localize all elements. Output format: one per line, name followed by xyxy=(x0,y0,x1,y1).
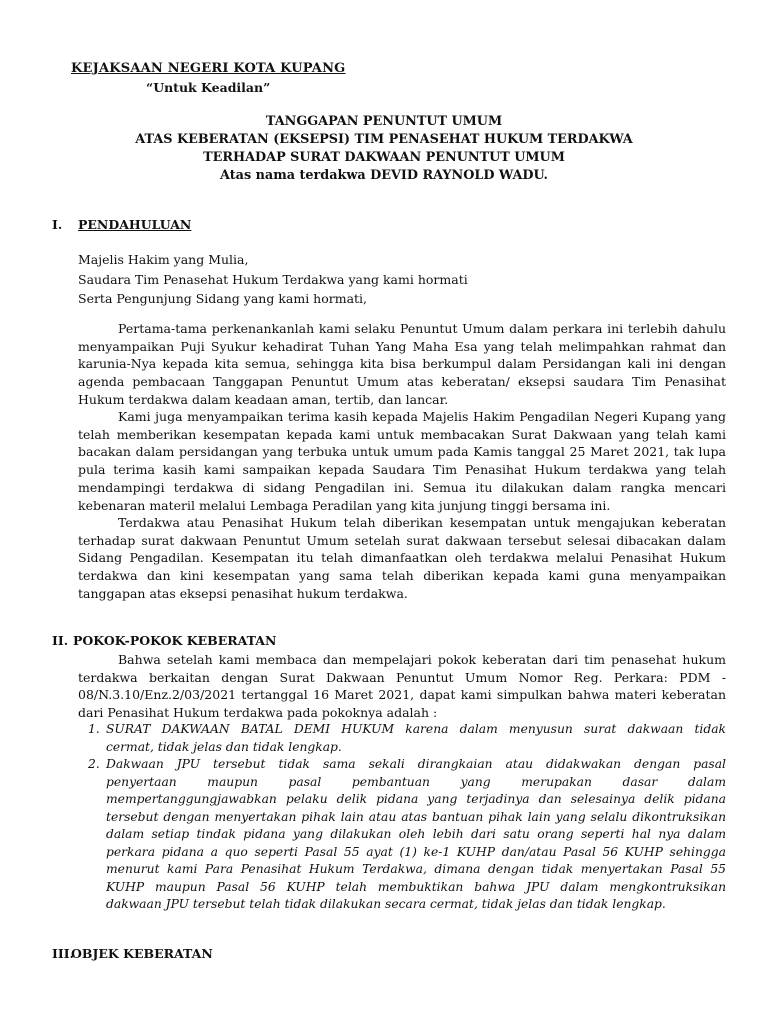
paragraph-opportunity xyxy=(78,514,726,603)
salutation xyxy=(78,250,468,309)
section-title: POKOK-POKOK KEBERATAN xyxy=(73,633,277,648)
text-line: 08/N.3.10/Enz.2/03/2021 tertanggal 16 Maret 2021, dapat kami simpulkan bahwa materi keberatan xyxy=(78,687,726,703)
text-line: terdakwa dan kini kesempatan yang sama telah diberikan kepada kami guna menyampaikan xyxy=(78,568,726,584)
text-line: mendampingi terdakwa di sidang Pengadilan ini. Semua itu dilakukan dalam rangka mencari xyxy=(78,479,726,495)
title-line: TERHADAP SURAT DAKWAAN PENUNTUT UMUM xyxy=(203,150,565,165)
objection-list xyxy=(82,721,726,914)
paragraph-thanks xyxy=(78,408,726,514)
list-item xyxy=(82,721,726,756)
text-line: pula terima kasih kami sampaikan kepada Saudara Tim Penasihat Hukum terdakwa yang telah xyxy=(78,462,726,478)
section-number: II. xyxy=(52,633,69,648)
text-line: terhadap surat dakwaan Penuntut Umum setelah surat dakwaan tersebut selesai dibacakan dalam xyxy=(78,532,726,548)
salutation-line: Saudara Tim Penasehat Hukum Terdakwa yang kami hormati xyxy=(78,271,468,287)
text-line: menyampaikan Puji Syukur kehadirat Tuhan Yang Maha Esa yang telah melimpahkan rahmat dan xyxy=(78,338,726,354)
text-line: agenda pembacaan Tanggapan Penuntut Umum atas keberatan/ eksepsi saudara Tim Penasihat xyxy=(78,374,726,390)
text-line: Hukum terdakwa dalam keadaan aman, tertib, dan lancar. xyxy=(78,391,449,407)
salutation-line: Majelis Hakim yang Mulia, xyxy=(78,252,249,267)
text-line: dalam setiap tindak pidana yang dilakukan oleh lebih dari satu orang seperti hal nya dalam xyxy=(106,827,726,841)
text-line: kebenaran materil melalui Lembaga Peradilan yang kita junjung tinggi bersama ini. xyxy=(78,497,611,513)
list-item xyxy=(82,756,726,914)
text-line: tersebut dengan menyertakan pihak lain atau atas bantuan pihak lain yang selalu dikontruksikan xyxy=(106,809,726,824)
list-number: 2. xyxy=(88,757,100,771)
text-line: Terdakwa atau Penasihat Hukum telah diberikan kesempatan untuk mengajukan keberatan xyxy=(118,515,726,530)
text-line: Bahwa setelah kami membaca dan mempelajari pokok keberatan dari tim penasehat hukum xyxy=(118,652,726,667)
text-line: tanggapan atas eksepsi penasihat hukum terdakwa. xyxy=(78,585,408,601)
section-heading-objek-keberatan xyxy=(52,946,213,961)
text-line: Pertama-tama perkenankanlah kami selaku Penuntut Umum dalam perkara ini terlebih dahulu xyxy=(118,321,726,336)
text-line: dari Penasihat Hukum terdakwa pada pokoknya adalah : xyxy=(78,705,438,721)
text-line: Sidang Pengadilan. Kesempatan itu telah dimanfaatkan oleh terdakwa melalui Penasihat Hukum xyxy=(78,550,726,566)
text-line: dakwaan JPU tersebut telah tidak dilakukan secara cermat, tidak jelas dan tidak lengkap. xyxy=(106,897,666,911)
paragraph-summary xyxy=(78,651,726,722)
text-line: menurut kami Para Penasihat Hukum Terdakwa, dimana dengan tidak menyertakan Pasal 55 xyxy=(106,862,726,876)
title-line: TANGGAPAN PENUNTUT UMUM xyxy=(265,114,503,129)
section-number: I. xyxy=(52,217,63,232)
section-title: OBJEK KEBERATAN xyxy=(71,946,213,961)
text-line: telah memberikan kesempatan kepada kami untuk membacakan Surat Dakwaan yang telah kami xyxy=(78,426,726,442)
section-title: PENDAHULUAN xyxy=(78,217,192,232)
section-heading-pendahuluan xyxy=(52,217,191,232)
text-line: mempertanggungjawabkan pelaku delik pidana yang terjadinya dan selesainya delik pidana xyxy=(106,792,726,806)
motto: “Untuk Keadilan” xyxy=(146,80,271,95)
text-line: karunia-Nya kepada kita semua, sehingga kita bisa berkumpul dalam Persidangan kali ini dengan xyxy=(78,356,726,372)
text-line: SURAT DAKWAAN BATAL DEMI HUKUM karena dalam menyusun surat dakwaan tidak xyxy=(106,722,726,736)
list-number: 1. xyxy=(88,722,100,736)
document-title xyxy=(60,113,708,185)
title-line: ATAS KEBERATAN (EKSEPSI) TIM PENASEHAT HUKUM TERDAKWA xyxy=(135,132,633,147)
text-line: perkara pidana a quo seperti Pasal 55 ayat (1) ke-1 KUHP dan/atau Pasal 56 KUHP sehingga xyxy=(106,844,726,859)
organization-name: KEJAKSAAN NEGERI KOTA KUPANG xyxy=(71,61,346,76)
text-line: Kami juga menyampaikan terima kasih kepada Majelis Hakim Pengadilan Negeri Kupang yang xyxy=(118,409,726,424)
text-line: cermat, tidak jelas dan tidak lengkap. xyxy=(106,739,342,754)
paragraph-opening xyxy=(78,320,726,409)
text-line: Dakwaan JPU tersebut tidak sama sekali dirangkaian atau didakwakan dengan pasal xyxy=(106,757,726,771)
section-number: III. xyxy=(52,946,74,961)
text-line: bacakan dalam persidangan yang terbuka untuk umum pada Kamis tanggal 25 Maret 2021, tak lupa xyxy=(78,444,726,460)
text-line: KUHP maupun Pasal 56 KUHP telah membuktikan bahwa JPU dalam mengkontruksikan xyxy=(106,879,726,894)
text-line: terdakwa berkaitan dengan Surat Dakwaan Penuntut Umum Nomor Reg. Perkara: PDM - xyxy=(78,669,726,685)
salutation-line: Serta Pengunjung Sidang yang kami hormati, xyxy=(78,291,368,306)
section-heading-pokok-keberatan xyxy=(52,633,276,648)
title-line: Atas nama terdakwa DEVID RAYNOLD WADU. xyxy=(220,168,548,183)
text-line: penyertaan maupun pasal pembantuan yang merupakan dasar dalam xyxy=(106,774,726,789)
